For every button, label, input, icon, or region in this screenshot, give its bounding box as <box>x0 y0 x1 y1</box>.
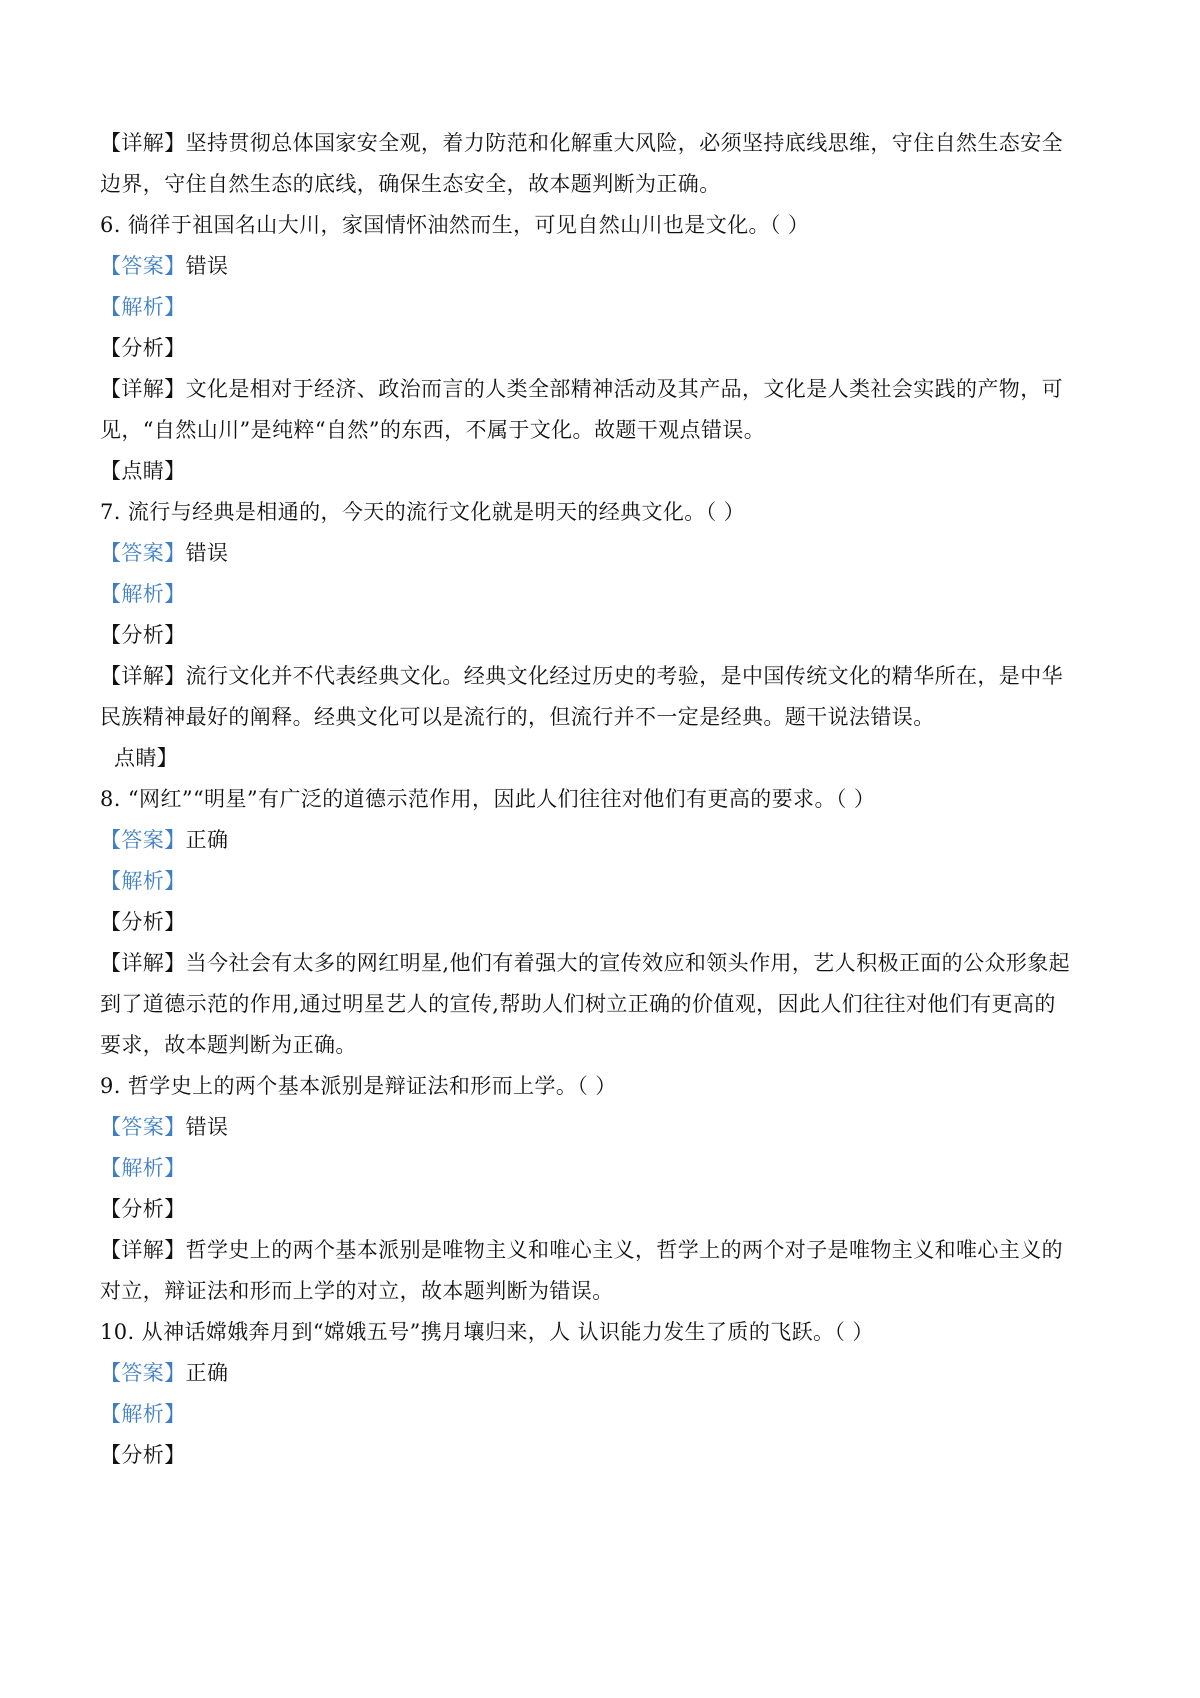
q10-fenxi-tag: 【分析】 <box>100 1443 186 1467</box>
q9-detail-line-2: 对立，辩证法和形而上学的对立，故本题判断为错误。 <box>100 1279 614 1303</box>
detail-tag: 【详解】 <box>100 664 186 688</box>
q10-jiexi-tag: 【解析】 <box>100 1402 186 1426</box>
q8-detail-line-2: 到了道德示范的作用,通过明星艺人的宣传,帮助人们树立正确的价值观，因此人们往往对他们有更高的 <box>100 992 1056 1016</box>
q10-answer <box>100 1358 228 1388</box>
q7-answer <box>100 538 228 568</box>
answer-tag: 【答案】 <box>100 1115 186 1139</box>
q6-detail-line-1: 【详解】文化是相对于经济、政治而言的人类全部精神活动及其产品，文化是人类社会实践的产物，可 <box>100 377 1064 401</box>
q6-answer <box>100 251 228 281</box>
answer-tag: 【答案】 <box>100 828 186 852</box>
q5-detail-line-1: 【详解】坚持贯彻总体国家安全观，着力防范和化解重大风险，必须坚持底线思维，守住自然生态安全 <box>100 131 1064 155</box>
detail-tag: 【详解】 <box>100 951 186 975</box>
q6-jiexi-tag: 【解析】 <box>100 295 186 319</box>
q6-detail-line-2: 见，“自然山川”是纯粹“自然”的东西，不属于文化。故题干观点错误。 <box>100 418 766 442</box>
detail-tag: 【详解】 <box>100 377 186 401</box>
q8-detail-line-1: 【详解】当今社会有太多的网红明星,他们有着强大的宣传效应和领头作用，艺人积极正面的公众形象起 <box>100 951 1071 975</box>
q9-fenxi-tag: 【分析】 <box>100 1197 186 1221</box>
answer-tag: 【答案】 <box>100 1361 186 1385</box>
q7-fenxi-tag: 【分析】 <box>100 623 186 647</box>
answer-tag: 【答案】 <box>100 541 186 565</box>
q7-detail-line-2: 民族精神最好的阐释。经典文化可以是流行的，但流行并不一定是经典。题干说法错误。 <box>100 705 935 729</box>
q8-jiexi-tag: 【解析】 <box>100 869 186 893</box>
q8-fenxi-tag: 【分析】 <box>100 910 186 934</box>
answer-tag: 【答案】 <box>100 254 186 278</box>
q8-detail-line-3: 要求，故本题判断为正确。 <box>100 1033 357 1057</box>
answer-value: 正确 <box>185 1361 229 1385</box>
q6-fenxi-tag: 【分析】 <box>100 336 186 360</box>
q7-detail-line-1: 【详解】流行文化并不代表经典文化。经典文化经过历史的考验，是中国传统文化的精华所在，是中华 <box>100 664 1064 688</box>
q6-dianjing-tag: 【点睛】 <box>100 459 186 483</box>
q7-question: 7. 流行与经典是相通的，今天的流行文化就是明天的经典文化。（ ） <box>100 500 746 524</box>
answer-value: 错误 <box>185 541 229 565</box>
q8-answer <box>100 825 228 855</box>
q7-dianjing-tag: 点睛】 <box>114 746 179 770</box>
answer-value: 错误 <box>185 254 229 278</box>
q9-jiexi-tag: 【解析】 <box>100 1156 186 1180</box>
detail-tag: 【详解】 <box>100 131 186 155</box>
answer-value: 正确 <box>185 828 229 852</box>
q5-detail-line-2: 边界，守住自然生态的底线，确保生态安全，故本题判断为正确。 <box>100 172 721 196</box>
q8-question: 8. “网红”“明星”有广泛的道德示范作用，因此人们往往对他们有更高的要求。（ ） <box>100 787 876 811</box>
answer-value: 错误 <box>185 1115 229 1139</box>
q9-detail-line-1: 【详解】哲学史上的两个基本派别是唯物主义和唯心主义，哲学上的两个对子是唯物主义和唯心主义的 <box>100 1238 1064 1262</box>
q6-question: 6. 徜徉于祖国名山大川，家国情怀油然而生，可见自然山川也是文化。（ ） <box>100 213 810 237</box>
q9-question: 9. 哲学史上的两个基本派别是辩证法和形而上学。（ ） <box>100 1074 617 1098</box>
q9-answer <box>100 1112 228 1142</box>
q10-question: 10. 从神话嫦娥奔月到“嫦娥五号”携月壤归来，人 认识能力发生了质的飞跃。（ ） <box>100 1320 874 1344</box>
detail-tag: 【详解】 <box>100 1238 186 1262</box>
q7-jiexi-tag: 【解析】 <box>100 582 186 606</box>
